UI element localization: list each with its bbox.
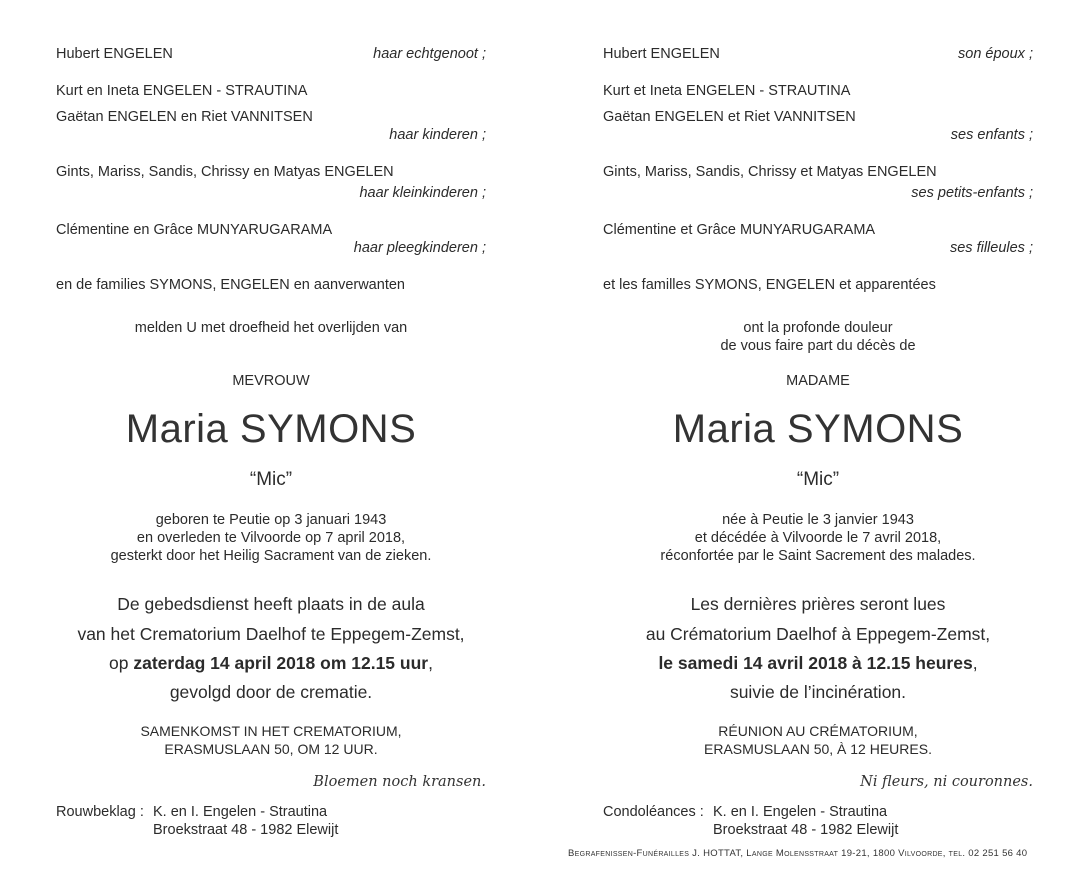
contact-address: Broekstraat 48 - 1982 Elewijt [713, 822, 899, 838]
grandchildren: Gints, Mariss, Sandis, Chrissy et Matyas ENGELEN [603, 164, 937, 180]
announcement-line-2: de vous faire part du décès de [720, 338, 916, 354]
service-line-2: au Crématorium Daelhof à Eppegem-Zemst, [645, 624, 991, 644]
contact-address: Broekstraat 48 - 1982 Elewijt [153, 822, 339, 838]
flowers-note: Bloemen noch kransen. [313, 774, 486, 790]
spouse-row [56, 45, 486, 63]
service-line-1: Les dernières prières seront lues [690, 594, 946, 614]
bio-line-3: réconfortée par le Saint Sacrement des malades. [660, 548, 976, 564]
service-date-time: zaterdag 14 april 2018 om 12.15 uur [133, 653, 429, 673]
spouse-role: haar echtgenoot ; [373, 46, 486, 62]
bio-line-2: en overleden te Vilvoorde op 7 april 2018, [136, 530, 406, 546]
title: MADAME [786, 373, 850, 389]
french-column [603, 0, 1033, 875]
service-prefix: op [109, 653, 134, 673]
announcement-line-1: ont la profonde douleur [743, 320, 893, 336]
bio-line-1: geboren te Peutie op 3 januari 1943 [155, 512, 387, 528]
spouse-name: Hubert ENGELEN [56, 46, 173, 62]
dutch-column [56, 0, 486, 875]
flowers-note: Ni fleurs, ni couronnes. [860, 774, 1033, 790]
children-role: haar kinderen ; [389, 127, 486, 143]
grandchildren-role: ses petits-enfants ; [911, 185, 1033, 201]
nickname: “Mic” [796, 469, 840, 490]
contact-label: Rouwbeklag : [56, 804, 144, 820]
goddaughters: Clémentine et Grâce MUNYARUGARAMA [603, 222, 876, 238]
contact-label: Condoléances : [603, 804, 704, 820]
deceased-name: Maria SYMONS [125, 407, 417, 451]
gathering-line-1: RÉUNION AU CRÉMATORIUM, [718, 723, 918, 739]
deceased-name: Maria SYMONS [672, 407, 964, 451]
families: en de families SYMONS, ENGELEN en aanverwanten [56, 277, 405, 293]
service-suffix: , [972, 653, 978, 673]
grandchildren-role: haar kleinkinderen ; [359, 185, 486, 201]
bio-line-1: née à Peutie le 3 janvier 1943 [722, 512, 914, 528]
goddaughters-role: ses filleules ; [949, 240, 1033, 256]
service-line-3 [56, 649, 486, 678]
service-suffix: , [428, 653, 433, 673]
children-role: ses enfants ; [950, 127, 1033, 143]
children-line-2: Gaëtan ENGELEN et Riet VANNITSEN [603, 109, 856, 125]
gathering-line-1: SAMENKOMST IN HET CREMATORIUM, [140, 723, 402, 739]
foster-children-role: haar pleegkinderen ; [353, 240, 486, 256]
families: et les familles SYMONS, ENGELEN et apparentées [603, 277, 936, 293]
bio-line-2: et décédée à Vilvoorde le 7 avril 2018, [694, 530, 942, 546]
spouse-role: son époux ; [958, 46, 1033, 62]
funeral-home-footer: Begrafenissen-Funérailles J. HOTTAT, Lange Molensstraat 19-21, 1800 Vilvoorde, tel. 02 251 56 40 [568, 848, 1028, 859]
contact-name: K. en I. Engelen - Strautina [153, 804, 328, 820]
spouse-row [603, 45, 1033, 63]
children-line-1: Kurt en Ineta ENGELEN - STRAUTINA [56, 83, 308, 99]
foster-children: Clémentine en Grâce MUNYARUGARAMA [56, 222, 333, 238]
announcement: melden U met droefheid het overlijden van [134, 320, 408, 336]
service-line-4: gevolgd door de crematie. [169, 682, 373, 702]
children-line-1: Kurt et Ineta ENGELEN - STRAUTINA [603, 83, 851, 99]
gathering-line-2: ERASMUSLAAN 50, OM 12 UUR. [164, 741, 378, 757]
nickname: “Mic” [249, 469, 293, 490]
children-line-2: Gaëtan ENGELEN en Riet VANNITSEN [56, 109, 313, 125]
contact-name: K. en I. Engelen - Strautina [713, 804, 888, 820]
bio-line-3: gesterkt door het Heilig Sacrament van de zieken. [110, 548, 432, 564]
service-line-4: suivie de l’incinération. [729, 682, 907, 702]
gathering-line-2: ERASMUSLAAN 50, À 12 HEURES. [704, 741, 932, 757]
service-line-1: De gebedsdienst heeft plaats in de aula [117, 594, 425, 614]
grandchildren: Gints, Mariss, Sandis, Chrissy en Matyas ENGELEN [56, 164, 394, 180]
service-date-time: le samedi 14 avril 2018 à 12.15 heures [658, 653, 973, 673]
title: MEVROUW [232, 373, 310, 389]
service-line-2: van het Crematorium Daelhof te Eppegem-Zemst, [77, 624, 465, 644]
service-line-3 [603, 649, 1033, 678]
spouse-name: Hubert ENGELEN [603, 46, 720, 62]
